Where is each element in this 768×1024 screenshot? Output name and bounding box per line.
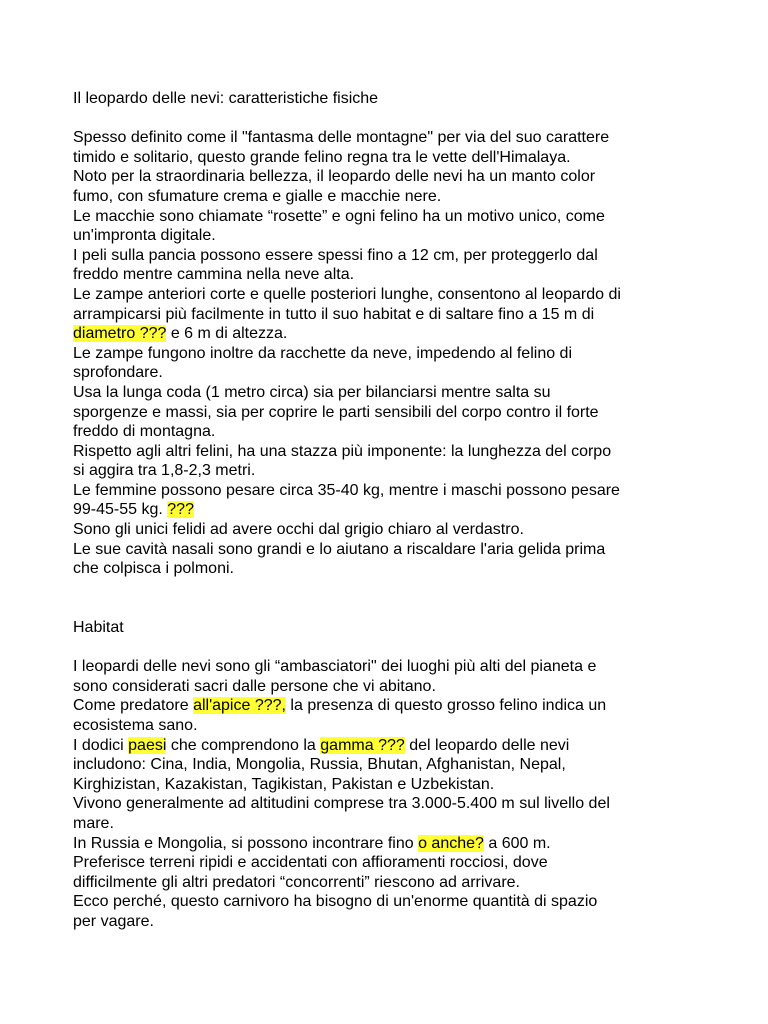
- highlighted-text: diametro ???: [73, 325, 167, 343]
- paragraph-gap: [73, 109, 713, 129]
- text-segment: Le sue cavità nasali sono grandi e lo aiutano a riscaldare l'aria gelida prima: [73, 540, 606, 558]
- section-body-physical-features: [73, 128, 713, 579]
- text-segment: e 6 m di altezza.: [166, 325, 288, 343]
- text-segment: Preferisce terreni ripidi e accidentati con affioramenti rocciosi, dove: [73, 854, 548, 872]
- text-segment: sprofondare.: [73, 364, 163, 382]
- highlighted-text: all'apice ???,: [193, 697, 286, 715]
- section-gap: [73, 579, 713, 618]
- text-segment: sono considerati sacri dalle persone che vi abitano.: [73, 677, 436, 695]
- text-line: [73, 207, 713, 227]
- text-segment: freddo di montagna.: [73, 423, 216, 441]
- text-line: [73, 892, 713, 912]
- text-segment: Le femmine possono pesare circa 35-40 kg, mentre i maschi possono pesare: [73, 481, 620, 499]
- text-line: [73, 500, 713, 520]
- highlighted-text: o anche?: [418, 834, 484, 852]
- text-line: [73, 559, 713, 579]
- paragraph-gap: [73, 638, 713, 658]
- text-segment: I peli sulla pancia possono essere spessi fino a 12 cm, per proteggerlo dal: [73, 246, 598, 264]
- text-segment: Sono gli unici felidi ad avere occhi dal grigio chiaro al verdastro.: [73, 521, 524, 539]
- text-line: [73, 128, 713, 148]
- text-segment: In Russia e Mongolia, si possono incontrare fino: [73, 834, 419, 852]
- text-line: [73, 285, 713, 305]
- text-segment: Noto per la straordinaria bellezza, il leopardo delle nevi ha un manto color: [73, 168, 596, 186]
- text-segment: un'impronta digitale.: [73, 227, 216, 245]
- text-segment: per vagare.: [73, 912, 154, 930]
- text-segment: si aggira tra 1,8-2,3 metri.: [73, 462, 256, 480]
- text-segment: la presenza di questo grosso felino indica un: [285, 697, 607, 715]
- text-line: [73, 834, 713, 854]
- text-line: [73, 794, 713, 814]
- text-line: [73, 305, 713, 325]
- text-segment: timido e solitario, questo grande felino regna tra le vette dell'Himalaya.: [73, 148, 571, 166]
- highlighted-text: ???: [167, 501, 194, 519]
- text-line: [73, 167, 713, 187]
- text-line: [73, 540, 713, 560]
- text-segment: Le macchie sono chiamate “rosette” e ogni felino ha un motivo unico, come: [73, 207, 605, 225]
- text-line: [73, 677, 713, 697]
- text-line: [73, 520, 713, 540]
- text-segment: mare.: [73, 814, 114, 832]
- text-segment: Spesso definito come il "fantasma delle montagne" per via del suo carattere: [73, 129, 610, 147]
- text-line: [73, 246, 713, 266]
- text-line: [73, 461, 713, 481]
- text-segment: fumo, con sfumature crema e gialle e macchie nere.: [73, 187, 442, 205]
- text-segment: includono: Cina, India, Mongolia, Russia, Bhutan, Afghanistan, Nepal,: [73, 756, 566, 774]
- document-page: [73, 89, 713, 932]
- text-segment: Le zampe anteriori corte e quelle posteriori lunghe, consentono al leopardo di: [73, 285, 621, 303]
- text-line: [73, 265, 713, 285]
- text-segment: a 600 m.: [483, 834, 551, 852]
- text-segment: Vivono generalmente ad altitudini comprese tra 3.000-5.400 m sul livello del: [73, 795, 610, 813]
- text-segment: 99-45-55 kg.: [73, 501, 168, 519]
- text-segment: Le zampe fungono inoltre da racchette da neve, impedendo al felino di: [73, 344, 573, 362]
- text-segment: difficilmente gli altri predatori “concorrenti” riescono ad arrivare.: [73, 873, 520, 891]
- text-segment: che colpisca i polmoni.: [73, 560, 234, 578]
- text-line: [73, 481, 713, 501]
- text-line: [73, 736, 713, 756]
- text-line: [73, 344, 713, 364]
- text-segment: sporgenze e massi, sia per coprire le parti sensibili del corpo contro il forte: [73, 403, 599, 421]
- section-title-physical-features: Il leopardo delle nevi: caratteristiche fisiche: [73, 90, 379, 107]
- text-segment: che comprendono la: [166, 736, 321, 754]
- text-segment: Usa la lunga coda (1 metro circa) sia per bilanciarsi mentre salta su: [73, 383, 551, 401]
- text-segment: I leopardi delle nevi sono gli “ambasciatori" dei luoghi più alti del pianeta e: [73, 658, 597, 676]
- text-line: [73, 324, 713, 344]
- section-title-habitat: Habitat: [73, 619, 124, 637]
- text-line: [73, 383, 713, 403]
- text-segment: Come predatore: [73, 697, 194, 715]
- text-line: [73, 716, 713, 736]
- text-segment: Kirghizistan, Kazakistan, Tagikistan, Pakistan e Uzbekistan.: [73, 775, 495, 793]
- text-segment: Rispetto agli altri felini, ha una stazza più imponente: la lunghezza del corpo: [73, 442, 612, 460]
- text-line: [73, 403, 713, 423]
- text-segment: arrampicarsi più facilmente in tutto il suo habitat e di saltare fino a 15 m di: [73, 305, 595, 323]
- text-line: [73, 696, 713, 716]
- text-line: [73, 912, 713, 932]
- text-line: [73, 853, 713, 873]
- text-line: [73, 422, 713, 442]
- text-line: [73, 187, 713, 207]
- highlighted-text: paesi: [128, 736, 167, 754]
- text-segment: ecosistema sano.: [73, 717, 198, 734]
- text-line: [73, 775, 713, 795]
- text-line: [73, 442, 713, 462]
- text-segment: freddo mentre cammina nella neve alta.: [73, 266, 355, 284]
- text-line: [73, 873, 713, 893]
- text-line: [73, 363, 713, 383]
- text-line: [73, 226, 713, 246]
- text-segment: del leopardo delle nevi: [404, 736, 570, 754]
- text-segment: I dodici: [73, 736, 129, 754]
- highlighted-text: gamma ???: [320, 736, 405, 754]
- text-line: [73, 755, 713, 775]
- text-line: [73, 148, 713, 168]
- text-line: [73, 657, 713, 677]
- text-line: [73, 814, 713, 834]
- text-segment: Ecco perché, questo carnivoro ha bisogno di un'enorme quantità di spazio: [73, 893, 598, 911]
- section-body-habitat: [73, 657, 713, 931]
